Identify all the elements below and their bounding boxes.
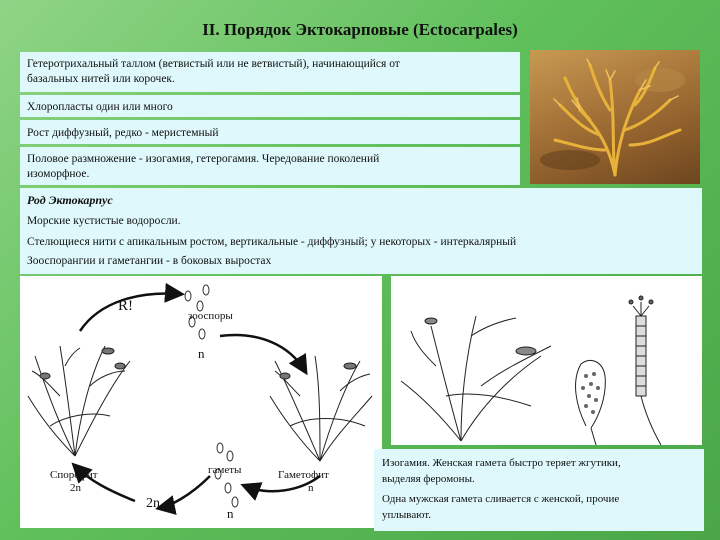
genus-text-1: Морские кустистые водоросли. — [27, 215, 181, 227]
sporophyte-drawing — [28, 346, 130, 456]
life-cycle-diagram — [20, 276, 382, 528]
gametangia-illustration — [391, 276, 702, 445]
genus-title: Род Эктокарпус — [27, 193, 113, 207]
growth-text: Рост диффузный, редко - меристемный — [27, 127, 219, 139]
caption-text-2: выделяя феромоны. — [382, 473, 475, 485]
gametophyte-label: Гаметофит — [278, 469, 329, 481]
arrow-to-zygote — [160, 476, 210, 508]
reproduction-text-1: Половое размножение - изогамия, гетерогамия. Чередование поколений — [27, 153, 380, 165]
sporophyte-ploidy: 2n — [70, 482, 81, 494]
gametangia-drawing — [391, 276, 702, 445]
zoospores-ploidy: n — [198, 346, 205, 361]
ectocarpus-photo — [530, 50, 700, 184]
zygote-ploidy: 2n — [146, 496, 160, 511]
gametophyte-ploidy: n — [308, 482, 314, 494]
caption-text-3: Одна мужская гамета сливается с женской, прочие — [382, 493, 620, 505]
sporophyte-label: Спорофит — [50, 469, 98, 481]
alga-photo-drawing — [530, 50, 700, 184]
chloroplast-text: Хлоропласты один или много — [27, 101, 173, 113]
gametangium-drawing — [629, 296, 661, 445]
page-title: II. Порядок Эктокарповые (Ectocarpales) — [202, 20, 518, 39]
arrow-to-gametophyte — [220, 335, 305, 371]
zoospores-label: зооспоры — [188, 310, 233, 322]
caption-text-1: Изогамия. Женская гамета быстро теряет жгутики, — [382, 457, 621, 469]
genus-text-3: Зооспорангии и гаметангии - в боковых выростах — [27, 255, 272, 267]
thallus-text-1: Гетеротрихальный таллом (ветвистый или не ветвистый), начинающийся от — [27, 58, 400, 70]
thallus-text-2: базальных нитей или корочек. — [27, 73, 175, 85]
reproduction-text-2: изоморфное. — [27, 168, 90, 180]
gamete-ploidy: n — [227, 506, 234, 521]
caption-text-4: уплывают. — [382, 509, 432, 521]
meiosis-label: R! — [118, 298, 133, 314]
gametophyte-drawing — [270, 356, 372, 461]
sporangium-drawing — [576, 360, 606, 445]
gametes-label: гаметы — [208, 464, 242, 476]
genus-text-2: Стелющиеся нити с апикальным ростом, вертикальные - диффузный; у некоторых - интеркалярный — [27, 236, 517, 248]
